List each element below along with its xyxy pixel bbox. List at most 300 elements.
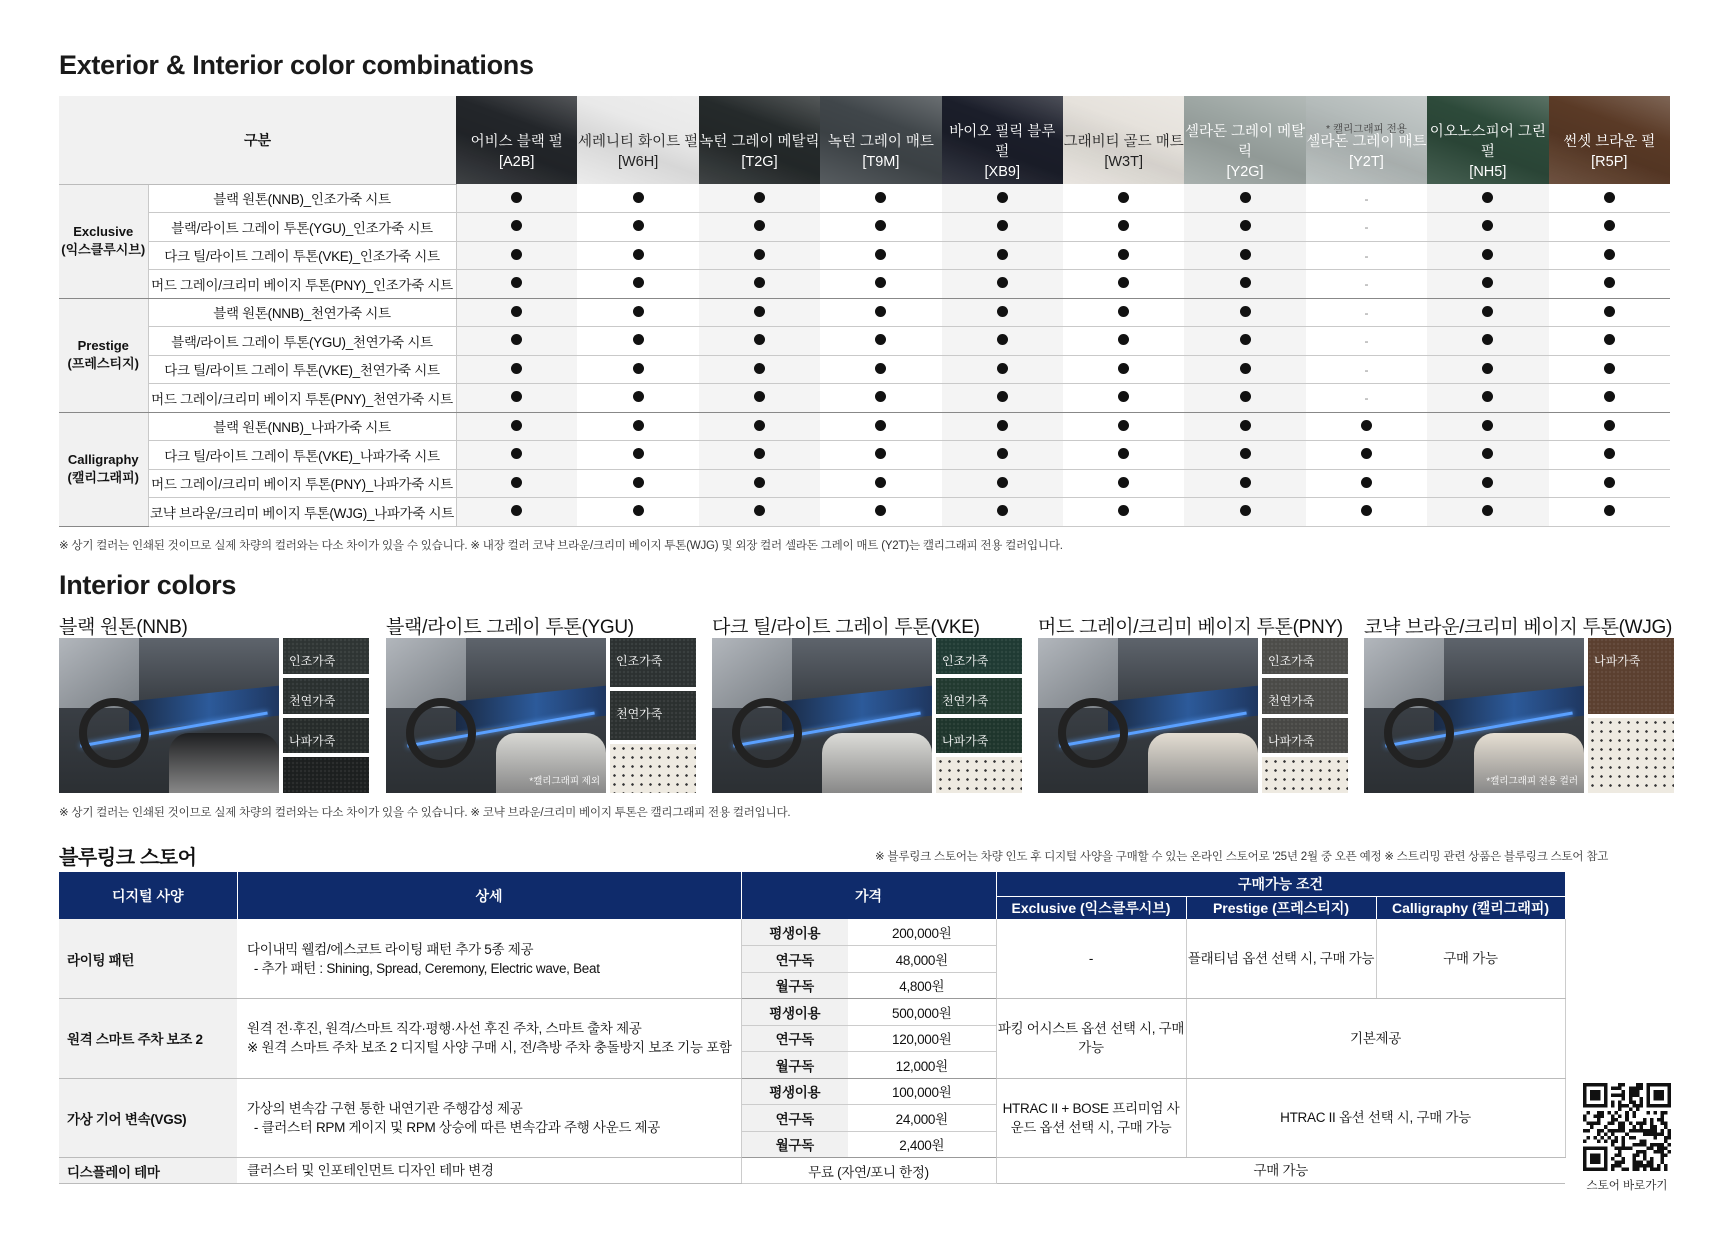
available-dot-icon (511, 363, 522, 374)
available-dot-icon (754, 505, 765, 516)
available-dot-icon (754, 420, 765, 431)
available-dot-icon (1118, 334, 1129, 345)
material-swatch: 나파가죽 (283, 718, 369, 754)
availability-cell (1306, 184, 1427, 213)
exclusive-condition: HTRAC II + BOSE 프리미엄 사운드 옵션 선택 시, 구매 가능 (996, 1078, 1186, 1158)
available-dot-icon (511, 220, 522, 231)
interior-photo (1364, 638, 1584, 793)
available-dot-icon (1118, 277, 1129, 288)
availability-cell (456, 384, 577, 413)
availability-cell (1184, 327, 1305, 356)
availability-cell (699, 298, 820, 327)
exterior-color-header (1063, 96, 1184, 184)
available-dot-icon (997, 363, 1008, 374)
trim-name: Prestige (77, 338, 129, 353)
perforated-swatch (610, 744, 696, 793)
exterior-color-code: [T9M] (862, 154, 900, 170)
availability-cell (456, 241, 577, 270)
table-row (59, 1158, 1565, 1184)
available-dot-icon (1118, 363, 1129, 374)
availability-cell (1427, 184, 1548, 213)
available-dot-icon (1118, 505, 1129, 516)
interior-color-title: 머드 그레이/크리미 베이지 투톤(PNY) (1038, 617, 1343, 638)
exterior-color-header (1306, 96, 1427, 184)
header-category: 구분 (59, 96, 456, 184)
table-row (59, 469, 1670, 498)
availability-cell (577, 469, 698, 498)
exterior-color-name: 썬셋 브라운 펄 (1563, 134, 1656, 150)
availability-cell (1306, 441, 1427, 470)
available-dot-icon (875, 420, 886, 431)
availability-cell (1184, 498, 1305, 527)
material-swatch: 나파가죽 (1262, 718, 1348, 754)
availability-cell (1063, 469, 1184, 498)
interior-color-option (59, 612, 369, 794)
price-value: 48,000원 (848, 946, 996, 973)
trim-name-kr: (익스클루시브) (61, 242, 146, 257)
available-dot-icon (633, 249, 644, 260)
availability-cell (456, 498, 577, 527)
table-row (59, 441, 1670, 470)
availability-cell (699, 355, 820, 384)
available-dot-icon (754, 391, 765, 402)
availability-cell (1549, 213, 1670, 242)
availability-cell (1306, 469, 1427, 498)
available-dot-icon (633, 277, 644, 288)
price-value: 500,000원 (848, 999, 996, 1026)
exterior-color-header (942, 96, 1063, 184)
availability-cell (942, 469, 1063, 498)
availability-cell (1063, 441, 1184, 470)
price-type: 연구독 (741, 1025, 848, 1052)
header-exclusive: Exclusive (익스클루시브) (996, 896, 1186, 919)
material-swatch: 천연가죽 (1262, 678, 1348, 714)
material-swatch: 인조가죽 (283, 638, 369, 674)
not-available-mark: - (1364, 334, 1369, 349)
exterior-color-code: [W3T] (1104, 154, 1143, 170)
availability-cell (820, 355, 941, 384)
not-available-mark: - (1364, 362, 1369, 377)
availability-cell (942, 298, 1063, 327)
available-dot-icon (633, 220, 644, 231)
header-prestige: Prestige (프레스티지) (1186, 896, 1376, 919)
available-dot-icon (633, 391, 644, 402)
color-combination-footnote: ※ 상기 컬러는 인쇄된 것이므로 실제 차량의 컬러와는 다소 차이가 있을 수 있습니다. ※ 내장 컬러 코냑 브라운/크리미 베이지 투톤(WJG) 및 외장 컬러 셀라돈 그레이 매트 (Y2T)는 캘리그래피 전용 컬러입니다. (59, 540, 1063, 552)
available-dot-icon (875, 277, 886, 288)
available-dot-icon (754, 277, 765, 288)
interior-color-title: 다크 틸/라이트 그레이 투톤(VKE) (712, 617, 980, 638)
available-dot-icon (754, 477, 765, 488)
available-dot-icon (511, 192, 522, 203)
exterior-color-code: [R5P] (1591, 154, 1628, 170)
availability-cell (1184, 184, 1305, 213)
exterior-color-code: [Y2G] (1226, 164, 1264, 180)
exterior-color-code: [T2G] (741, 154, 778, 170)
availability-cell (1549, 184, 1670, 213)
availability-cell (942, 184, 1063, 213)
available-dot-icon (1604, 477, 1615, 488)
seat-option: 다크 틸/라이트 그레이 투톤(VKE)_나파가죽 시트 (148, 441, 456, 470)
exclusive-condition: - (996, 919, 1186, 999)
availability-cell (1306, 270, 1427, 299)
availability-cell (1427, 469, 1548, 498)
availability-cell (577, 270, 698, 299)
availability-cell (1427, 441, 1548, 470)
availability-cell (577, 441, 698, 470)
bluelink-store-note: ※ 블루링크 스토어는 차량 인도 후 디지털 사양을 구매할 수 있는 온라인 스토어로 '25년 2월 중 오픈 예정 ※ 스트리밍 관련 상품은 블루링크 스토어 참고 (875, 851, 1609, 863)
not-available-mark: - (1364, 191, 1369, 206)
available-dot-icon (754, 448, 765, 459)
available-dot-icon (1118, 448, 1129, 459)
price-value: 2,400원 (848, 1131, 996, 1158)
available-dot-icon (754, 334, 765, 345)
table-row (59, 213, 1670, 242)
availability-cell (1063, 241, 1184, 270)
trim-label (59, 412, 148, 526)
digital-spec-name: 가상 기어 변속(VGS) (59, 1078, 237, 1158)
availability-cell (1549, 327, 1670, 356)
trim-name-kr: (캘리그래피) (67, 470, 139, 485)
exterior-color-code: [A2B] (498, 154, 535, 170)
availability-cell (1427, 355, 1548, 384)
available-dot-icon (511, 477, 522, 488)
availability-cell (1427, 384, 1548, 413)
seat-option: 블랙 원톤(NNB)_천연가죽 시트 (148, 298, 456, 327)
available-dot-icon (1240, 277, 1251, 288)
available-dot-icon (754, 306, 765, 317)
interior-color-option (386, 612, 696, 794)
not-available-mark: - (1364, 277, 1369, 292)
not-available-mark: - (1364, 305, 1369, 320)
trim-name: Calligraphy (67, 452, 139, 467)
prestige-calligraphy-condition: 기본제공 (1186, 999, 1565, 1079)
price-value: 4,800원 (848, 972, 996, 999)
availability-cell (577, 327, 698, 356)
available-dot-icon (1604, 505, 1615, 516)
availability-cell (1184, 384, 1305, 413)
interior-photo (1038, 638, 1258, 793)
trim-label (59, 184, 148, 298)
digital-spec-detail (237, 999, 741, 1079)
available-dot-icon (754, 220, 765, 231)
interior-color-option (1364, 612, 1674, 794)
exterior-color-note: * 캘리그래피 전용 (1325, 123, 1407, 135)
material-swatch: 천연가죽 (936, 678, 1022, 714)
available-dot-icon (875, 334, 886, 345)
not-available-mark: - (1364, 220, 1369, 235)
available-dot-icon (997, 249, 1008, 260)
availability-cell (577, 384, 698, 413)
header-digital-spec: 디지털 사양 (59, 872, 237, 919)
section-title-color-combinations: Exterior & Interior color combinations (59, 50, 534, 80)
available-dot-icon (511, 277, 522, 288)
seat-option: 머드 그레이/크리미 베이지 투톤(PNY)_나파가죽 시트 (148, 469, 456, 498)
material-swatch: 천연가죽 (283, 678, 369, 714)
exterior-color-header (456, 96, 577, 184)
available-dot-icon (1482, 277, 1493, 288)
available-dot-icon (1240, 448, 1251, 459)
available-dot-icon (997, 477, 1008, 488)
availability-cell (1063, 355, 1184, 384)
price-text: 무료 (자연/포니 한정) (741, 1158, 996, 1184)
available-dot-icon (1604, 306, 1615, 317)
seat-option: 다크 틸/라이트 그레이 투톤(VKE)_인조가죽 시트 (148, 241, 456, 270)
availability-cell (1549, 384, 1670, 413)
availability-cell (577, 412, 698, 441)
interior-photo (59, 638, 279, 793)
digital-spec-detail: 클러스터 및 인포테인먼트 디자인 테마 변경 (237, 1158, 741, 1184)
available-dot-icon (1118, 420, 1129, 431)
availability-cell (1427, 213, 1548, 242)
availability-cell (1306, 213, 1427, 242)
availability-cell (577, 184, 698, 213)
availability-cell (820, 270, 941, 299)
availability-cell (1549, 298, 1670, 327)
available-dot-icon (633, 477, 644, 488)
available-dot-icon (997, 505, 1008, 516)
price-value: 120,000원 (848, 1025, 996, 1052)
availability-cell (1306, 327, 1427, 356)
availability-cell (1306, 298, 1427, 327)
availability-cell (577, 213, 698, 242)
detail-line: 다이내믹 웰컴/에스코트 라이팅 패턴 추가 5종 제공 (247, 941, 534, 957)
table-row (59, 919, 1565, 946)
availability-cell (577, 355, 698, 384)
price-value: 100,000원 (848, 1078, 996, 1105)
availability-cell (1063, 384, 1184, 413)
availability-cell (699, 213, 820, 242)
available-dot-icon (1604, 363, 1615, 374)
table-row (59, 327, 1670, 356)
exclusive-condition: 파킹 어시스트 옵션 선택 시, 구매 가능 (996, 999, 1186, 1079)
available-dot-icon (875, 249, 886, 260)
availability-cell (456, 213, 577, 242)
store-qr-code[interactable] (1583, 1083, 1671, 1171)
availability-cell (1549, 355, 1670, 384)
price-value: 24,000원 (848, 1105, 996, 1132)
available-dot-icon (1482, 192, 1493, 203)
available-dot-icon (1240, 505, 1251, 516)
perforated-swatch (1588, 718, 1674, 794)
available-dot-icon (511, 448, 522, 459)
availability-cell (456, 412, 577, 441)
availability-cell (1549, 441, 1670, 470)
detail-line: ※ 원격 스마트 주차 보조 2 디지털 사양 구매 시, 전/측방 주차 충돌방지 보조 기능 포함 (247, 1040, 732, 1056)
available-dot-icon (1240, 391, 1251, 402)
availability-cell (820, 327, 941, 356)
perforated-swatch (283, 757, 369, 793)
section-title-bluelink-store: 블루링크 스토어 (59, 847, 197, 869)
digital-spec-name: 디스플레이 테마 (59, 1158, 237, 1184)
trim-label (59, 298, 148, 412)
interior-photo (712, 638, 932, 793)
seat-option: 블랙 원톤(NNB)_인조가죽 시트 (148, 184, 456, 213)
exterior-color-header (699, 96, 820, 184)
available-dot-icon (1240, 477, 1251, 488)
header-purchase-condition: 구매가능 조건 (996, 872, 1565, 896)
availability-cell (456, 355, 577, 384)
header-detail: 상세 (237, 872, 741, 919)
bluelink-store-table (59, 872, 1566, 1184)
exterior-color-header (1427, 96, 1548, 184)
digital-spec-name: 원격 스마트 주차 보조 2 (59, 999, 237, 1079)
availability-cell (942, 441, 1063, 470)
exterior-color-header (1184, 96, 1305, 184)
available-dot-icon (511, 505, 522, 516)
availability-cell (1063, 327, 1184, 356)
availability-cell (1427, 327, 1548, 356)
availability-cell (1184, 298, 1305, 327)
availability-cell (1306, 412, 1427, 441)
price-type: 월구독 (741, 1052, 848, 1079)
material-swatch: 인조가죽 (610, 638, 696, 687)
availability-cell (1184, 270, 1305, 299)
price-type: 월구독 (741, 972, 848, 999)
seat-option: 다크 틸/라이트 그레이 투톤(VKE)_천연가죽 시트 (148, 355, 456, 384)
available-dot-icon (875, 391, 886, 402)
store-link-label[interactable]: 스토어 바로가기 (1586, 1180, 1668, 1192)
material-swatch: 인조가죽 (1262, 638, 1348, 674)
availability-cell (942, 213, 1063, 242)
price-type: 연구독 (741, 946, 848, 973)
trim-name: Exclusive (73, 224, 134, 239)
availability-cell (456, 327, 577, 356)
availability-cell (1306, 498, 1427, 527)
header-calligraphy: Calligraphy (캘리그래피) (1376, 896, 1565, 919)
price-value: 12,000원 (848, 1052, 996, 1079)
available-dot-icon (511, 334, 522, 345)
available-dot-icon (1482, 334, 1493, 345)
available-dot-icon (1361, 420, 1372, 431)
available-dot-icon (511, 391, 522, 402)
exterior-color-code: [Y2T] (1349, 154, 1384, 170)
color-combination-table (59, 96, 1670, 527)
interior-color-title: 블랙/라이트 그레이 투톤(YGU) (386, 617, 634, 638)
exterior-color-header (820, 96, 941, 184)
availability-cell (1306, 384, 1427, 413)
availability-cell (1306, 241, 1427, 270)
availability-cell (1549, 469, 1670, 498)
table-row (59, 999, 1565, 1026)
available-dot-icon (1604, 249, 1615, 260)
exterior-color-name: 녹턴 그레이 매트 (827, 134, 934, 150)
seat-option: 코냑 브라운/크리미 베이지 투톤(WJG)_나파가죽 시트 (148, 498, 456, 527)
availability-cell (1063, 412, 1184, 441)
availability-cell (699, 241, 820, 270)
availability-cell (1184, 469, 1305, 498)
availability-cell (1184, 441, 1305, 470)
table-row (59, 298, 1670, 327)
availability-cell (1063, 498, 1184, 527)
exterior-color-header (577, 96, 698, 184)
detail-line: - 클러스터 RPM 게이지 및 RPM 상승에 따른 변속감과 주행 사운드 제공 (247, 1119, 661, 1135)
trim-name-kr: (프레스티지) (67, 356, 139, 371)
availability-cell (1549, 498, 1670, 527)
available-dot-icon (1604, 391, 1615, 402)
exterior-color-header (1549, 96, 1670, 184)
available-dot-icon (1118, 249, 1129, 260)
calligraphy-condition: 구매 가능 (1376, 919, 1565, 999)
material-swatch: 천연가죽 (610, 691, 696, 740)
digital-spec-name: 라이팅 패턴 (59, 919, 237, 999)
table-row (59, 384, 1670, 413)
availability-cell (1549, 270, 1670, 299)
availability-cell (1549, 241, 1670, 270)
table-row (59, 498, 1670, 527)
available-dot-icon (875, 220, 886, 231)
availability-cell (577, 298, 698, 327)
availability-cell (699, 184, 820, 213)
availability-cell (942, 498, 1063, 527)
available-dot-icon (1482, 477, 1493, 488)
availability-cell (1427, 270, 1548, 299)
section-title-interior-colors: Interior colors (59, 570, 237, 600)
available-dot-icon (1361, 505, 1372, 516)
price-type: 연구독 (741, 1105, 848, 1132)
detail-line: - 추가 패턴 : Shining, Spread, Ceremony, Electric wave, Beat (247, 960, 600, 976)
not-available-mark: - (1364, 391, 1369, 406)
interior-photo-caption: *캘리그래피 제외 (529, 776, 600, 787)
detail-line: 원격 전·후진, 원격/스마트 직각·평행·사선 후진 주차, 스마트 출차 제공 (247, 1021, 642, 1037)
interior-photo (386, 638, 606, 793)
available-dot-icon (997, 306, 1008, 317)
available-dot-icon (875, 363, 886, 374)
available-dot-icon (1118, 477, 1129, 488)
availability-cell (577, 498, 698, 527)
availability-cell (699, 270, 820, 299)
available-dot-icon (633, 505, 644, 516)
availability-cell (699, 498, 820, 527)
availability-cell (456, 469, 577, 498)
exterior-color-name: 녹턴 그레이 메탈릭 (699, 134, 820, 150)
table-row (59, 1078, 1565, 1105)
availability-cell (699, 441, 820, 470)
available-dot-icon (1482, 420, 1493, 431)
available-dot-icon (1482, 448, 1493, 459)
exterior-color-name: 셀라돈 그레이 메탈릭 (1184, 124, 1306, 160)
availability-cell (1427, 241, 1548, 270)
available-dot-icon (1604, 192, 1615, 203)
available-dot-icon (997, 220, 1008, 231)
availability-cell (942, 270, 1063, 299)
availability-cell (456, 270, 577, 299)
available-dot-icon (997, 391, 1008, 402)
available-dot-icon (997, 334, 1008, 345)
available-dot-icon (1482, 249, 1493, 260)
table-row (59, 184, 1670, 213)
available-dot-icon (1240, 420, 1251, 431)
availability-cell (1306, 355, 1427, 384)
table-row (59, 270, 1670, 299)
detail-line: 가상의 변속감 구현 통한 내연기관 주행감성 제공 (247, 1100, 523, 1116)
exterior-color-code: [NH5] (1469, 164, 1507, 180)
perforated-swatch (1262, 757, 1348, 793)
exterior-color-code: [XB9] (984, 164, 1020, 180)
available-dot-icon (875, 192, 886, 203)
available-dot-icon (1482, 505, 1493, 516)
availability-cell (1427, 498, 1548, 527)
availability-cell (820, 469, 941, 498)
header-price: 가격 (741, 872, 996, 919)
available-dot-icon (754, 249, 765, 260)
prestige-calligraphy-condition: HTRAC II 옵션 선택 시, 구매 가능 (1186, 1078, 1565, 1158)
available-dot-icon (633, 334, 644, 345)
interior-color-title: 코냑 브라운/크리미 베이지 투톤(WJG) (1364, 617, 1672, 638)
available-dot-icon (511, 249, 522, 260)
availability-cell (699, 327, 820, 356)
availability-cell (820, 213, 941, 242)
available-dot-icon (997, 192, 1008, 203)
